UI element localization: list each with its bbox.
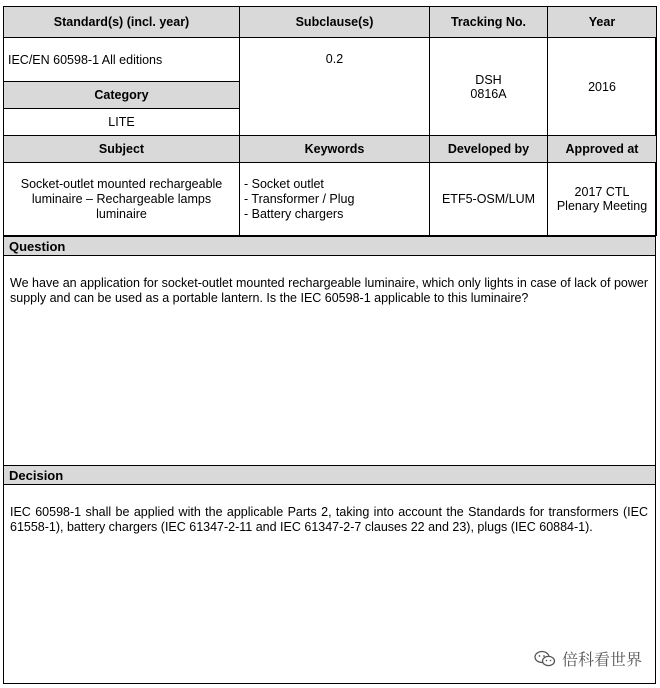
category-value: LITE [4,109,240,136]
tracking-value [430,38,548,136]
header-developed-by: Developed by [430,136,548,163]
keywords-list [244,177,425,222]
decision-text: IEC 60598-1 shall be applied with the applicable Parts 2, taking into account the Standards for transformers (IEC 61558-1), battery chargers (IEC 61347-2-11 and IEC 61347-2-7 clauses 22 and 23), plugs (IEC 60884-1). [10,505,648,534]
year-value: 2016 [548,38,657,136]
header-year: Year [548,7,657,38]
info-table [3,6,657,236]
watermark [534,647,642,670]
question-text: We have an application for socket-outlet mounted rechargeable luminaire, which only lights in case of lack of power supply and can be used as a portable lantern. Is the IEC 60598-1 applicable to this luminaire? [10,276,648,305]
subclause-value: 0.2 [240,38,430,136]
approved-line-1: 2017 CTL [574,185,630,199]
header-standard: Standard(s) (incl. year) [4,7,240,38]
header-category: Category [4,82,240,109]
keyword-item: - Transformer / Plug [244,191,355,206]
watermark-text: 倍科看世界 [561,652,642,669]
header-keywords: Keywords [240,136,430,163]
keyword-item: - Socket outlet [244,176,324,191]
keyword-item: - Battery chargers [244,206,344,221]
header-tracking: Tracking No. [430,7,548,38]
standard-value: IEC/EN 60598-1 All editions [4,38,240,82]
subject-value: Socket-outlet mounted rechargeable luminaire – Rechargeable lamps luminaire [4,163,240,236]
header-subclause: Subclause(s) [240,7,430,38]
wechat-icon [534,650,556,668]
header-approved-at: Approved at [548,136,657,163]
decision-title: Decision [4,465,655,485]
approved-at-value [548,163,657,236]
question-title: Question [4,236,655,256]
keywords-cell [240,163,430,236]
header-subject: Subject [4,136,240,163]
developed-by-value: ETF5-OSM/LUM [430,163,548,236]
tracking-line-1: DSH [475,72,502,87]
tracking-line-2: 0816A [470,86,507,101]
approved-line-2: Plenary Meeting [556,199,648,213]
